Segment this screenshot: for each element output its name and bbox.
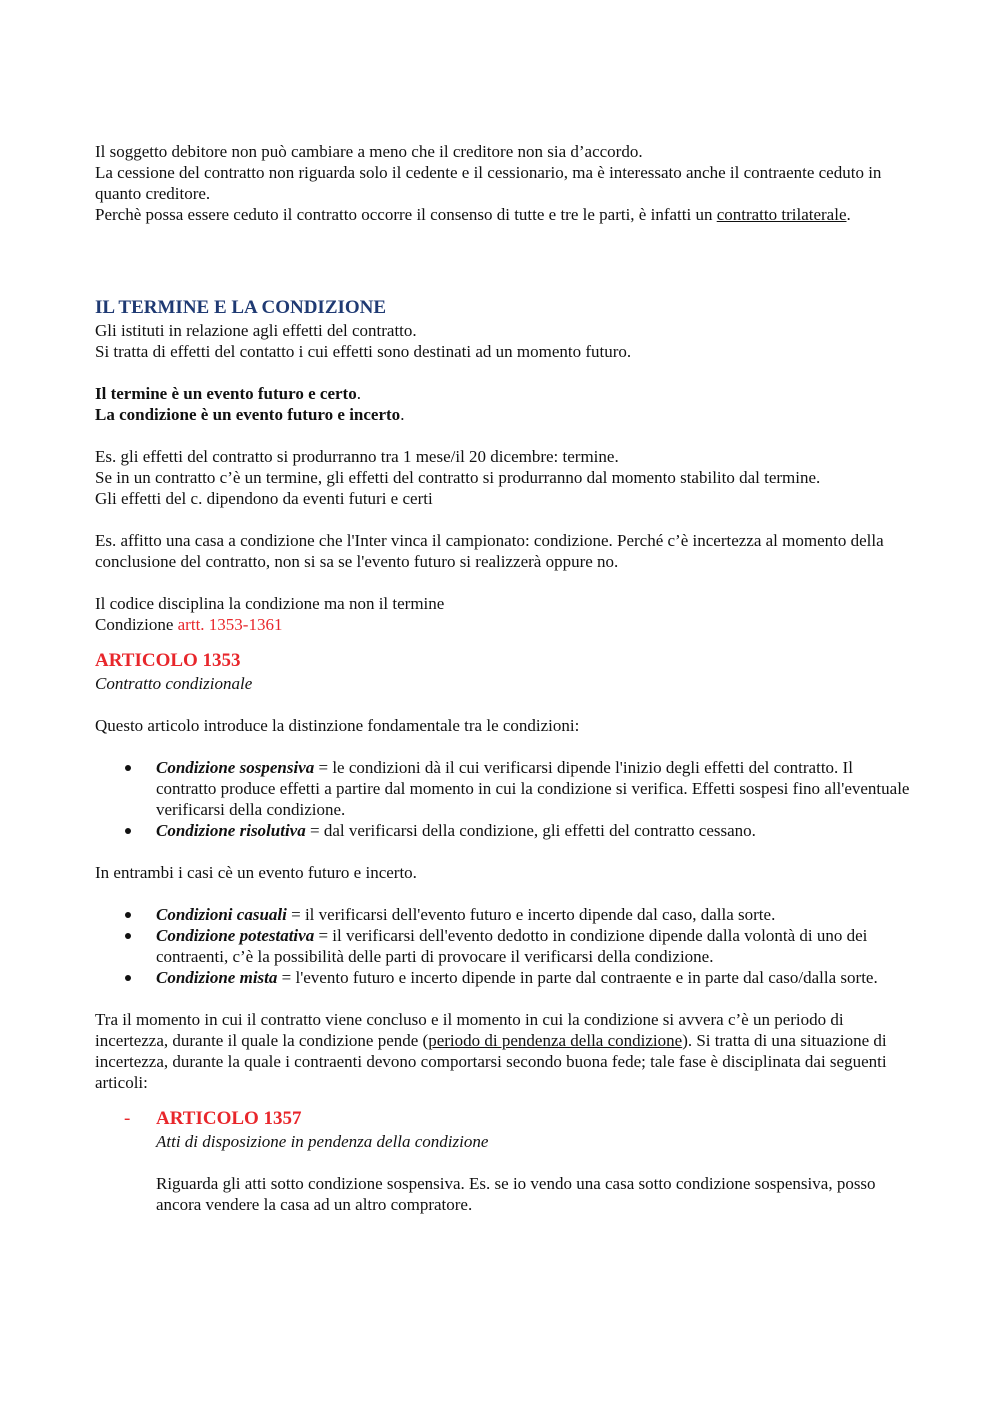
list-item-term: Condizione sospensiva — [156, 758, 315, 777]
bullet-icon — [125, 933, 131, 939]
intro-period: . — [846, 205, 851, 224]
intro-paragraph-2: La cessione del contratto non riguarda solo il cedente e il cessionario, ma è interessato anche il contraente ceduto in quanto creditore. — [95, 163, 882, 203]
contratto-trilaterale-link: contratto trilaterale — [716, 205, 847, 224]
bullet-icon — [125, 765, 131, 771]
definition-condizione-text: La condizione è un evento futuro e incerto — [95, 405, 401, 424]
list-item-term: Condizione potestativa — [156, 926, 315, 945]
bullet-icon — [125, 828, 131, 834]
list-item-text: = il verificarsi dell'evento dedotto in condizione dipende dalla volontà di uno dei contraenti, c’è la possibilità delle parti di provocare il verificarsi della condizione. — [156, 926, 868, 966]
section1-paragraph-1: Gli istituti in relazione agli effetti del contratto. — [95, 321, 417, 340]
codice-note: Il codice disciplina la condizione ma non il termine — [95, 594, 445, 613]
article-1357-subtitle: Atti di disposizione in pendenza della condizione — [156, 1132, 489, 1151]
definition-termine: Il termine è un evento futuro e certo. — [95, 384, 361, 403]
articles-reference: artt. 1353-1361 — [177, 615, 283, 634]
list-item-term: Condizione mista — [156, 968, 278, 987]
list-item-text: = dal verificarsi della condizione, gli effetti del contratto cessano. — [305, 821, 756, 840]
section-heading-termine-condizione: IL TERMINE E LA CONDIZIONE — [95, 297, 387, 318]
condition-types-list — [95, 757, 910, 841]
middle-paragraph: In entrambi i casi cè un evento futuro e incerto. — [95, 863, 417, 882]
condizione-label: Condizione — [95, 615, 178, 634]
section1-paragraph-2: Si tratta di effetti del contatto i cui effetti sono destinati ad un momento futuro. — [95, 342, 632, 361]
article-1353-intro: Questo articolo introduce la distinzione fondamentale tra le condizioni: — [95, 716, 580, 735]
list-item — [156, 904, 910, 925]
closing-text: Tra il momento in cui il contratto viene concluso e il momento in cui la condizione si avvera c’è un periodo di incertezza, durante il quale la condizione pende ( — [95, 1010, 844, 1050]
example-3: Gli effetti del c. dipendono da eventi futuri e certi — [95, 489, 433, 508]
list-item-text: = l'evento futuro e incerto dipende in parte dal contraente e in parte dal caso/dalla sorte. — [277, 968, 878, 987]
article-1353-heading: ARTICOLO 1353 — [95, 650, 241, 671]
example-4: Es. affitto una casa a condizione che l'Inter vinca il campionato: condizione. Perché c’è incertezza al momento della conclusione del contratto, non si sa se l'evento futuro si realizzerà oppure no. — [95, 531, 884, 571]
closing-text-end: ). Si tratta di una situazione di incertezza, durante la quale i contraenti devono comportarsi secondo buona fede; tale fase è disciplinata dai seguenti articoli: — [95, 1031, 887, 1092]
list-item — [156, 967, 910, 988]
example-1: Es. gli effetti del contratto si produrranno tra 1 mese/il 20 dicembre: termine. — [95, 447, 619, 466]
article-1357-heading: ARTICOLO 1357 — [156, 1108, 302, 1129]
dash-marker: - — [124, 1108, 131, 1129]
definition-termine-text: Il termine è un evento futuro e certo — [95, 384, 357, 403]
list-item — [156, 757, 910, 820]
intro-text: Perchè possa essere ceduto il contratto occorre il consenso di tutte e tre le parti, è infatti un — [95, 205, 717, 224]
condition-subtypes-list — [95, 904, 910, 988]
list-item-term: Condizione risolutiva — [156, 821, 306, 840]
periodo-pendenza-link: periodo di pendenza della condizione — [428, 1031, 683, 1050]
list-item — [156, 925, 910, 967]
list-item-text: = il verificarsi dell'evento futuro e incerto dipende dal caso, dalla sorte. — [286, 905, 776, 924]
bullet-icon — [125, 912, 131, 918]
article-1357-text: Riguarda gli atti sotto condizione sospensiva. Es. se io vendo una casa sotto condizione sospensiva, posso ancora vendere la casa ad un altro compratore. — [156, 1174, 876, 1214]
condizione-reference — [95, 614, 910, 635]
list-item-text: = le condizioni dà il cui verificarsi dipende l'inizio degli effetti del contratto. Il contratto produce effetti a partire dal momento in cui la condizione si verifica. Effetti sospesi fino all'eventuale verificarsi della condizione. — [156, 758, 910, 819]
document-page — [95, 141, 910, 1215]
intro-paragraph-1: Il soggetto debitore non può cambiare a meno che il creditore non sia d’accordo. — [95, 142, 643, 161]
bullet-icon — [125, 975, 131, 981]
list-item-term: Condizioni casuali — [156, 905, 287, 924]
closing-paragraph — [95, 1009, 910, 1093]
article-1357-block — [95, 1107, 910, 1215]
definition-condizione: La condizione è un evento futuro e incerto. — [95, 405, 405, 424]
list-item — [156, 820, 910, 841]
article-1353-subtitle: Contratto condizionale — [95, 674, 253, 693]
example-2: Se in un contratto c’è un termine, gli effetti del contratto si produrranno dal momento stabilito dal termine. — [95, 468, 821, 487]
intro-paragraph-3 — [95, 204, 910, 225]
